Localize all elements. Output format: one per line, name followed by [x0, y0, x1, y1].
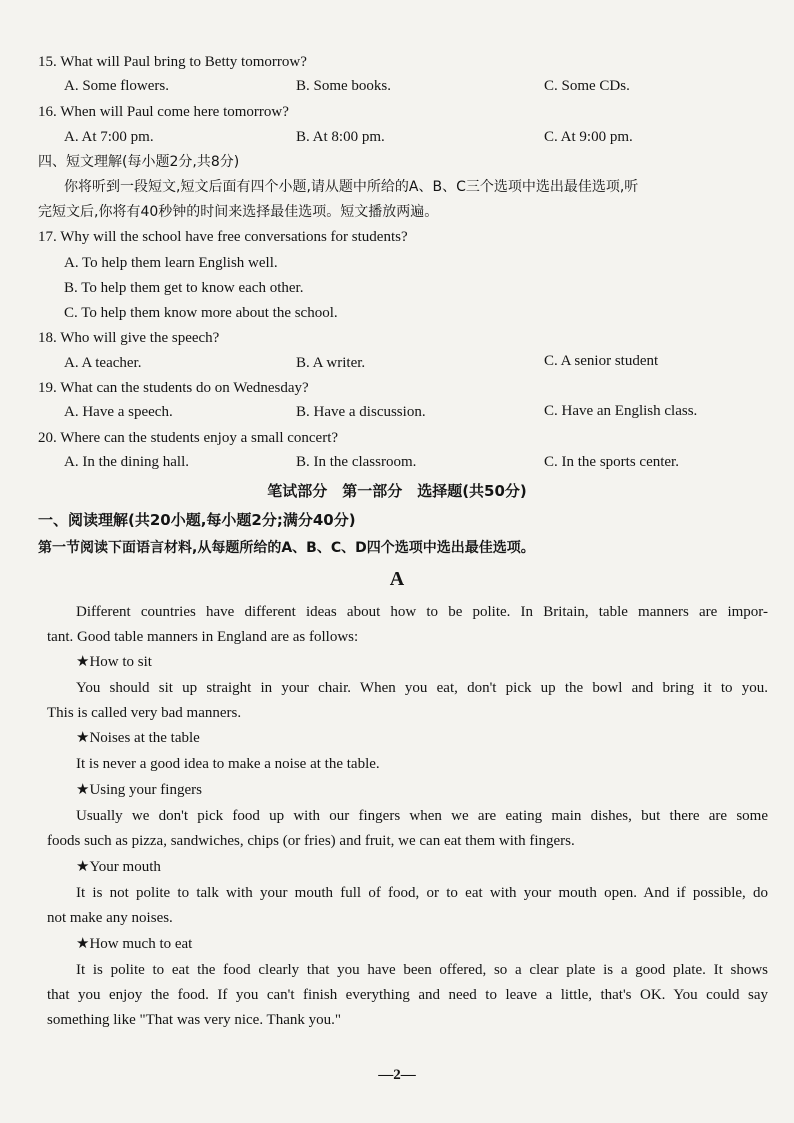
q15-option-b: B. Some books.	[296, 78, 392, 94]
q15-option-c: C. Some CDs.	[544, 78, 630, 94]
mouth-line-2: not make any noises.	[47, 910, 173, 926]
q16-option-c: C. At 9:00 pm.	[544, 129, 633, 145]
noise-line-1: It is never a good idea to make a noise at the table.	[76, 756, 380, 772]
q20-option-b: B. In the classroom.	[296, 454, 417, 470]
much-line-1: It is polite to eat the food clearly that you have been offered, so a clear plate is a good plate. It shows	[76, 962, 768, 978]
heading-mouth	[76, 857, 161, 877]
q15-option-a: A. Some flowers.	[64, 78, 169, 94]
sit-line-2: This is called very bad manners.	[47, 705, 242, 721]
q17-option-b: B. To help them get to know each other.	[64, 280, 304, 296]
q18-option-b: B. A writer.	[296, 355, 366, 371]
section4-instruction-2: 完短文后,你将有40秒钟的时间来选择最佳选项。短文播放两遍。	[38, 204, 439, 220]
heading-noises	[76, 728, 200, 748]
q17-option-a: A. To help them learn English well.	[64, 255, 278, 271]
heading-how-to-sit-text: How to sit	[89, 654, 152, 670]
question-16-stem: 16. When will Paul come here tomorrow?	[38, 104, 289, 120]
written-part-header: 笔试部分 第一部分 选择题(共50分)	[267, 482, 527, 500]
fingers-line-1: Usually we don't pick food up with our fingers when we are eating main dishes, but there are some	[76, 808, 768, 824]
question-19-stem: 19. What can the students do on Wednesday?	[38, 380, 309, 396]
q19-option-c: C. Have an English class.	[544, 403, 698, 419]
passage-intro-line-2: tant. Good table manners in England are as follows:	[47, 629, 359, 645]
much-line-2: that you enjoy the food. If you can't finish everything and need to leave a little, that's OK. You could say	[47, 987, 768, 1003]
heading-mouth-text: Your mouth	[89, 859, 161, 875]
q19-option-b: B. Have a discussion.	[296, 404, 426, 420]
heading-how-to-sit	[76, 652, 152, 672]
q16-option-b: B. At 8:00 pm.	[296, 129, 385, 145]
section1-instruction: 第一节阅读下面语言材料,从每题所给的A、B、C、D四个选项中选出最佳选项。	[38, 540, 535, 556]
mouth-line-1: It is not polite to talk with your mouth full of food, or to eat with your mouth open. And if possible, do	[76, 885, 768, 901]
section4-instruction-1: 你将听到一段短文,短文后面有四个小题,请从题中所给的A、B、C三个选项中选出最佳选项,听	[64, 179, 639, 195]
section4-title: 四、短文理解(每小题2分,共8分)	[38, 154, 240, 170]
question-15-stem: 15. What will Paul bring to Betty tomorrow?	[38, 54, 307, 70]
q16-option-a: A. At 7:00 pm.	[64, 129, 154, 145]
question-17-stem: 17. Why will the school have free conversations for students?	[38, 229, 408, 245]
q18-option-c: C. A senior student	[544, 353, 659, 369]
heading-how-much-text: How much to eat	[89, 936, 193, 952]
q19-option-a: A. Have a speech.	[64, 404, 173, 420]
question-18-stem: 18. Who will give the speech?	[38, 330, 220, 346]
q18-option-a: A. A teacher.	[64, 355, 142, 371]
heading-noises-text: Noises at the table	[89, 730, 200, 746]
passage-letter: A	[389, 568, 405, 590]
heading-fingers	[76, 780, 202, 800]
page-number: —2—	[378, 1067, 416, 1083]
question-20-stem: 20. Where can the students enjoy a small concert?	[38, 430, 339, 446]
q20-option-c: C. In the sports center.	[544, 454, 679, 470]
passage-intro-line-1: Different countries have different ideas about how to be polite. In Britain, table manners are impor-	[76, 604, 768, 620]
q20-option-a: A. In the dining hall.	[64, 454, 189, 470]
heading-fingers-text: Using your fingers	[89, 782, 202, 798]
sit-line-1: You should sit up straight in your chair. When you eat, don't pick up the bowl and bring it to you.	[76, 680, 768, 696]
fingers-line-2: foods such as pizza, sandwiches, chips (or fries) and fruit, we can eat them with fingers.	[47, 833, 575, 849]
heading-how-much	[76, 934, 192, 954]
much-line-3: something like "That was very nice. Thank you."	[47, 1012, 341, 1028]
reading-comprehension-title: 一、阅读理解(共20小题,每小题2分;满分40分)	[38, 511, 356, 529]
q17-option-c: C. To help them know more about the school.	[64, 305, 338, 321]
